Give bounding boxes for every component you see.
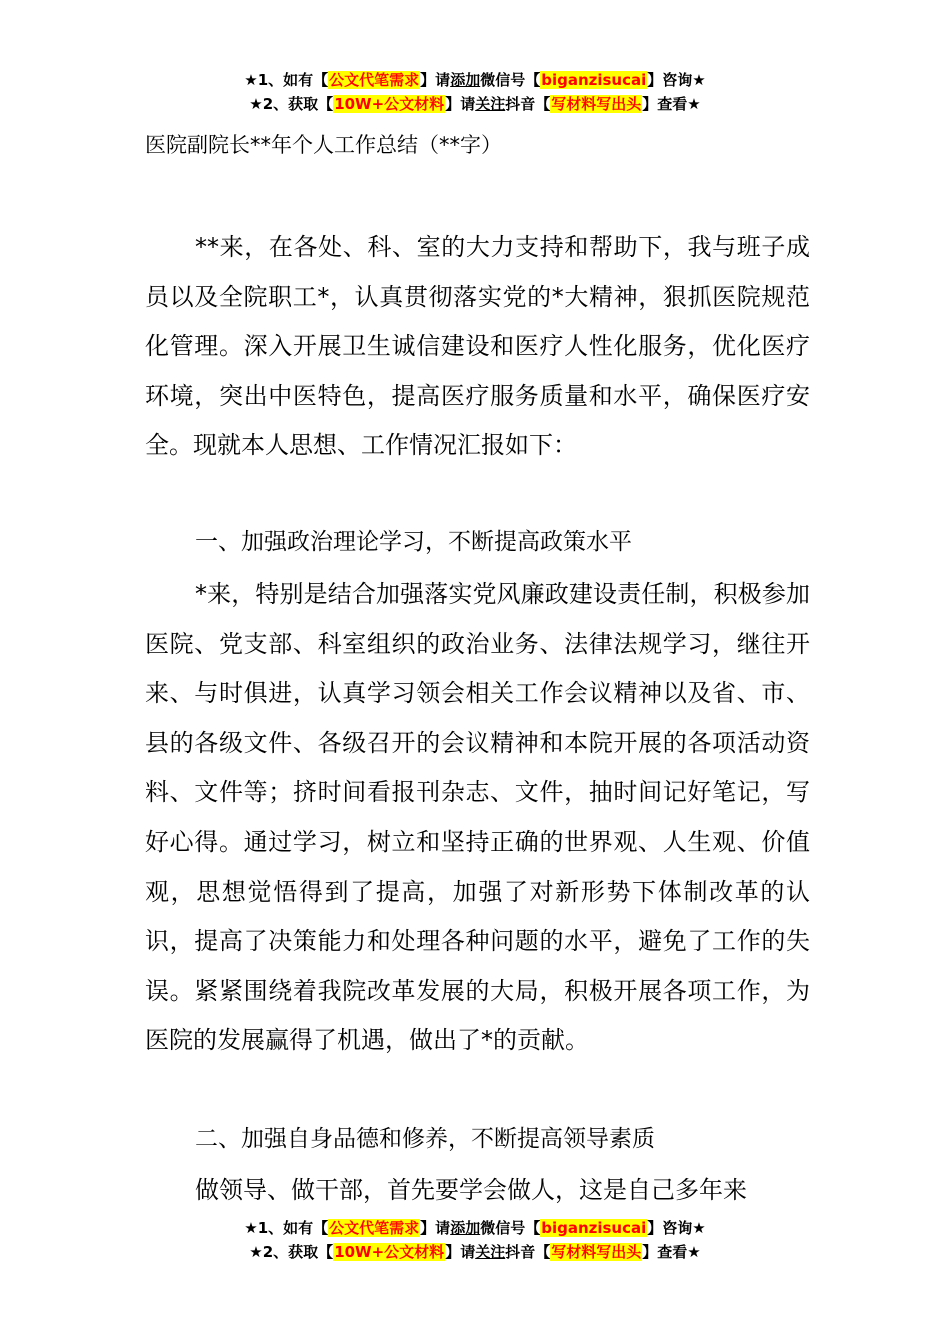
section-2-body: 做领导、做干部，首先要学会做人，这是自己多年来 (195, 1176, 747, 1204)
promo-line-2: ★2、获取【10W+公文材料】请关注抖音【写材料写出头】查看★ (249, 95, 701, 113)
highlight-douyin: 写材料写出头 (551, 95, 642, 113)
highlight-materials: 10W+公文材料 (334, 1243, 445, 1261)
section-1-heading: 一、加强政治理论学习，不断提高政策水平 (195, 529, 632, 555)
promo-banner-bottom (0, 1216, 950, 1264)
promo-banner-top (0, 68, 950, 116)
highlight-douyin: 写材料写出头 (551, 1243, 642, 1261)
highlight-materials: 10W+公文材料 (334, 95, 445, 113)
highlight-service: 公文代笔需求 (329, 1219, 420, 1237)
intro-paragraph: **来，在各处、科、室的大力支持和帮助下，我与班子成员以及全院职工*，认真贯彻落实党的*大精神，狠抓医院规范化管理。深入开展卫生诚信建设和医疗人性化服务，优化医疗环境，突出中医特色，提高医疗服务质量和水平，确保医疗安全。现就本人思想、工作情况汇报如下： (145, 233, 810, 460)
section-2-heading: 二、加强自身品德和修养，不断提高领导素质 (195, 1126, 655, 1152)
section-1-body: *来，特别是结合加强落实党风廉政建设责任制，积极参加医院、党支部、科室组织的政治业务、法律法规学习，继往开来、与时俱进，认真学习领会相关工作会议精神以及省、市、县的各级文件、各级召开的会议精神和本院开展的各项活动资料、文件等；挤时间看报刊杂志、文件，抽时间记好笔记，写好心得。通过学习，树立和坚持正确的世界观、人生观、价值观，思想觉悟得到了提高，加强了对新形势下体制改革的认识，提高了决策能力和处理各种问题的水平，避免了工作的失误。紧紧围绕着我院改革发展的大局，积极开展各项工作，为医院的发展赢得了机遇，做出了*的贡献。 (145, 580, 810, 1055)
document-title: 医院副院长**年个人工作总结（**字） (145, 133, 502, 157)
promo-line-2: ★2、获取【10W+公文材料】请关注抖音【写材料写出头】查看★ (249, 1243, 701, 1261)
promo-line-1: ★1、如有【公文代笔需求】请添加微信号【biganzisucai】咨询★ (244, 71, 706, 89)
highlight-service: 公文代笔需求 (329, 71, 420, 89)
highlight-wechat-id: biganzisucai (541, 1219, 647, 1237)
promo-line-1: ★1、如有【公文代笔需求】请添加微信号【biganzisucai】咨询★ (244, 1219, 706, 1237)
highlight-wechat-id: biganzisucai (541, 71, 647, 89)
